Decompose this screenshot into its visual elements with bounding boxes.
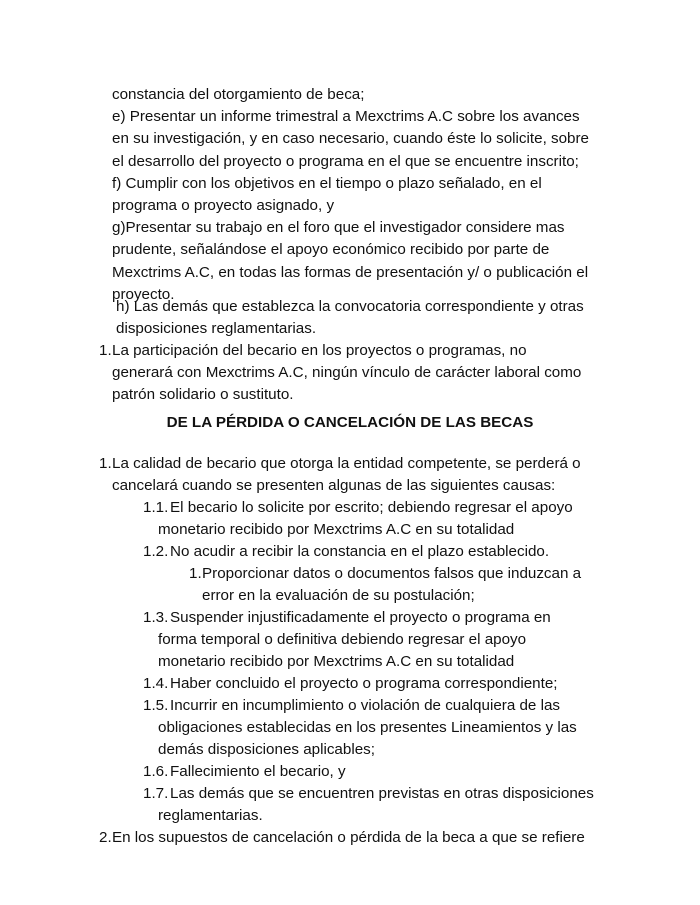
list-item-participation <box>99 340 603 407</box>
list-number: 2. <box>99 829 112 846</box>
list-item-1-3 <box>143 607 603 674</box>
text-line: cancelará cuando se presenten algunas de las siguientes causas: <box>112 477 556 495</box>
obligation-h <box>116 296 603 340</box>
section-heading: DE LA PÉRDIDA O CANCELACIÓN DE LAS BECAS <box>166 414 534 431</box>
list-item-1-7 <box>143 783 603 827</box>
list-item-cancellation <box>99 827 603 849</box>
text-line: La participación del becario en los proyectos o programas, no <box>112 342 527 359</box>
text-line: Las demás que se encuentren previstas en otras disposiciones <box>170 785 594 802</box>
text-line: forma temporal o definitiva debiendo regresar el apoyo <box>158 631 527 649</box>
list-item-1-5 <box>143 695 603 762</box>
text-line: h) Las demás que establezca la convocatoria correspondiente y otras <box>116 298 584 315</box>
text-line: error en la evaluación de su postulación; <box>202 587 475 605</box>
text-line: prudente, señalándose el apoyo económico recibido por parte de <box>112 241 550 259</box>
text-line: f) Cumplir con los objetivos en el tiempo o plazo señalado, en el <box>112 174 542 192</box>
text-line: Mexctrims A.C, en todas las formas de presentación y/ o publicación el <box>112 263 589 281</box>
text-line: patrón solidario o sustituto. <box>112 386 294 404</box>
list-item-1-2 <box>143 541 603 563</box>
list-item-nested-1 <box>189 563 603 607</box>
list-number: 1. <box>189 565 202 582</box>
text-line: constancia del otorgamiento de beca; <box>112 86 365 103</box>
list-number: 1.2. <box>143 543 169 560</box>
list-number: 1.6. <box>143 763 169 780</box>
list-number: 1. <box>99 342 112 359</box>
text-line: reglamentarias. <box>158 807 263 825</box>
list-number: 1. <box>99 455 112 472</box>
text-line: monetario recibido por Mexctrims A.C en su totalidad <box>158 653 515 671</box>
list-item-loss <box>99 453 603 497</box>
list-item-1-1 <box>143 497 603 541</box>
text-line: disposiciones reglamentarias. <box>116 320 317 338</box>
text-line: Haber concluido el proyecto o programa correspondiente; <box>170 675 558 692</box>
text-line: Fallecimiento el becario, y <box>170 763 346 780</box>
text-line: proyecto. <box>112 285 175 303</box>
list-number: 1.7. <box>143 785 169 802</box>
text-line: La calidad de becario que otorga la entidad competente, se perderá o <box>112 455 581 472</box>
text-line: Suspender injustificadamente el proyecto o programa en <box>170 609 551 626</box>
obligations-continuation <box>112 84 603 306</box>
list-number: 1.4. <box>143 675 169 692</box>
text-line: obligaciones establecidas en los presentes Lineamientos y las <box>158 719 577 737</box>
text-line: en su investigación, y en caso necesario, cuando éste lo solicite, sobre <box>112 130 589 148</box>
text-line: g)Presentar su trabajo en el foro que el investigador considere mas <box>112 219 565 237</box>
text-line: Incurrir en incumplimiento o violación de cualquiera de las <box>170 697 561 714</box>
text-line: El becario lo solicite por escrito; debiendo regresar el apoyo <box>170 499 573 516</box>
list-item-1-4 <box>143 673 603 695</box>
text-line: el desarrollo del proyecto o programa en el que se encuentre inscrito; <box>112 152 579 170</box>
text-line: monetario recibido por Mexctrims A.C en su totalidad <box>158 521 515 539</box>
text-line: generará con Mexctrims A.C, ningún vínculo de carácter laboral como <box>112 364 582 382</box>
text-line: demás disposiciones aplicables; <box>158 741 375 759</box>
text-line: No acudir a recibir la constancia en el plazo establecido. <box>170 543 550 560</box>
list-number: 1.1. <box>143 499 169 516</box>
text-line: En los supuestos de cancelación o pérdida de la beca a que se refiere <box>112 829 585 846</box>
text-line: e) Presentar un informe trimestral a Mexctrims A.C sobre los avances <box>112 108 580 126</box>
list-item-1-6 <box>143 761 603 783</box>
list-number: 1.3. <box>143 609 169 626</box>
text-line: programa o proyecto asignado, y <box>112 197 335 215</box>
list-number: 1.5. <box>143 697 169 714</box>
text-line: Proporcionar datos o documentos falsos que induzcan a <box>202 565 582 582</box>
